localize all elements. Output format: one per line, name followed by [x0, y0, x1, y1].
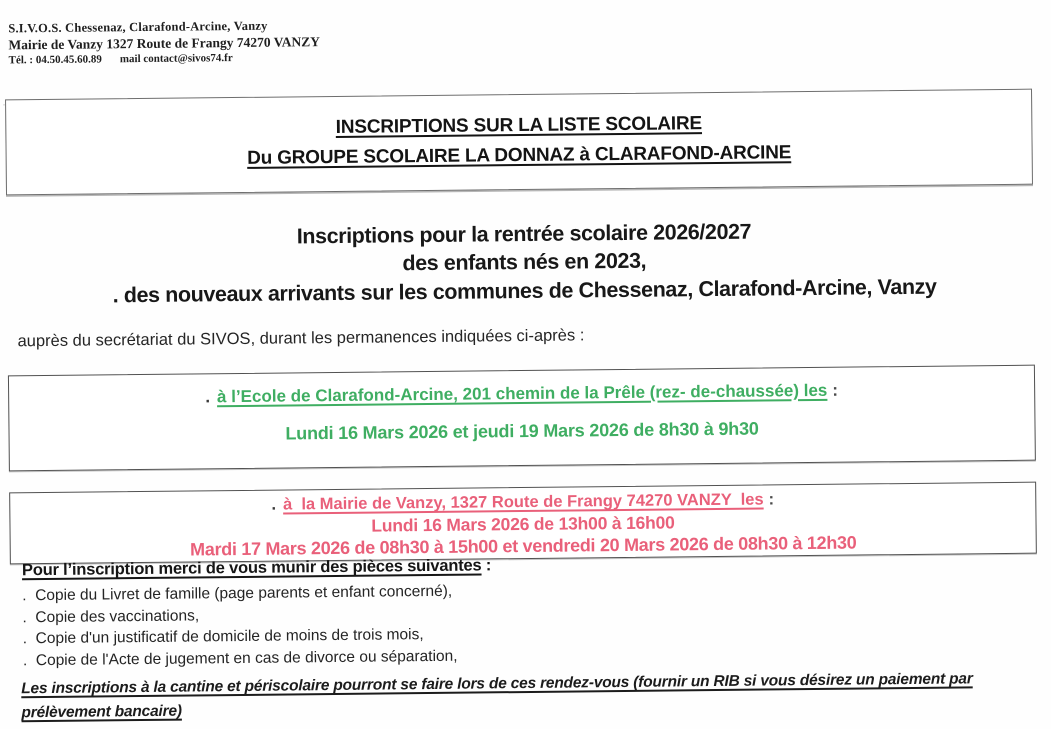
main-heading [0, 215, 1050, 312]
mairie-schedule-2: Mardi 17 Mars 2026 de 08h30 à 15h00 et vendredi 20 Mars 2026 de 08h30 à 12h30 [189, 532, 857, 560]
letterhead [8, 17, 320, 68]
dot-bullet: . [271, 495, 277, 514]
org-address: Mairie de Vanzy 1327 Route de Frangy 74270 VANZY [8, 34, 321, 53]
document-item: . Copie de l'Acte de jugement en cas de divorce ou séparation, [22, 647, 458, 669]
document-item: . Copie des vaccinations, [22, 606, 200, 626]
email-address: mail contact@sivos74.fr [119, 52, 233, 66]
mairie-schedule-1: Lundi 16 Mars 2026 de 13h00 à 16h00 [371, 512, 675, 536]
documents-list [22, 580, 492, 671]
title-line-2: Du GROUPE SCOLAIRE LA DONNAZ à CLARAFOND-ARCINE [247, 142, 792, 169]
document-item: . Copie du Livret de famille (page parents et enfant concerné), [22, 582, 453, 605]
heading-children-line: des enfants nés en 2023, [402, 248, 647, 276]
school-permanence-box [8, 365, 1036, 472]
colon-mark: : [481, 556, 492, 575]
phone-number: Tél. : 04.50.45.60.89 [8, 53, 102, 67]
heading-newcomers-line: . des nouveaux arrivants sur les communes de Chessenaz, Clarafond-Arcine, Vanzy [112, 274, 937, 308]
org-name: S.I.V.O.S. Chessenaz, Clarafond-Arcine, Vanzy [8, 18, 268, 36]
school-schedule-text: Lundi 16 Mars 2026 et jeudi 19 Mars 2026 de 8h30 à 9h30 [285, 418, 759, 444]
mairie-location-text: à la Mairie de Vanzy, 1327 Route de Frangy 74270 VANZY les [282, 490, 764, 514]
school-location-line [9, 379, 1034, 410]
documents-heading: Pour l’inscription merci de vous munir des pièces suivantes : [21, 556, 492, 580]
cantine-note: Les inscriptions à la cantine et périscolaire pourront se faire lors de ces rendez-vous (fournir un RIB si vous désirez un paiement par prélèvement bancaire) [21, 670, 973, 722]
contact-line [9, 50, 321, 68]
documents-section [22, 556, 492, 671]
intro-text: auprès du secrétariat du SIVOS, durant les permanences indiquées ci-après : [17, 326, 585, 351]
document-item: . Copie d'un justificatif de domicile de moins de trois mois, [22, 626, 424, 648]
school-location-text: à l’Ecole de Clarafond-Arcine, 201 chemin de la Prêle (rez- de-chaussée) les [216, 380, 828, 407]
dot-bullet: . [205, 387, 211, 407]
title-line-1: INSCRIPTIONS SUR LA LISTE SCOLAIRE [335, 113, 703, 138]
title-box [5, 89, 1033, 196]
colon-mark: : [768, 490, 775, 509]
mairie-permanence-box [9, 482, 1037, 565]
heading-year-line: Inscriptions pour la rentrée scolaire 2026/2027 [296, 219, 752, 249]
colon-mark: : [832, 380, 839, 400]
